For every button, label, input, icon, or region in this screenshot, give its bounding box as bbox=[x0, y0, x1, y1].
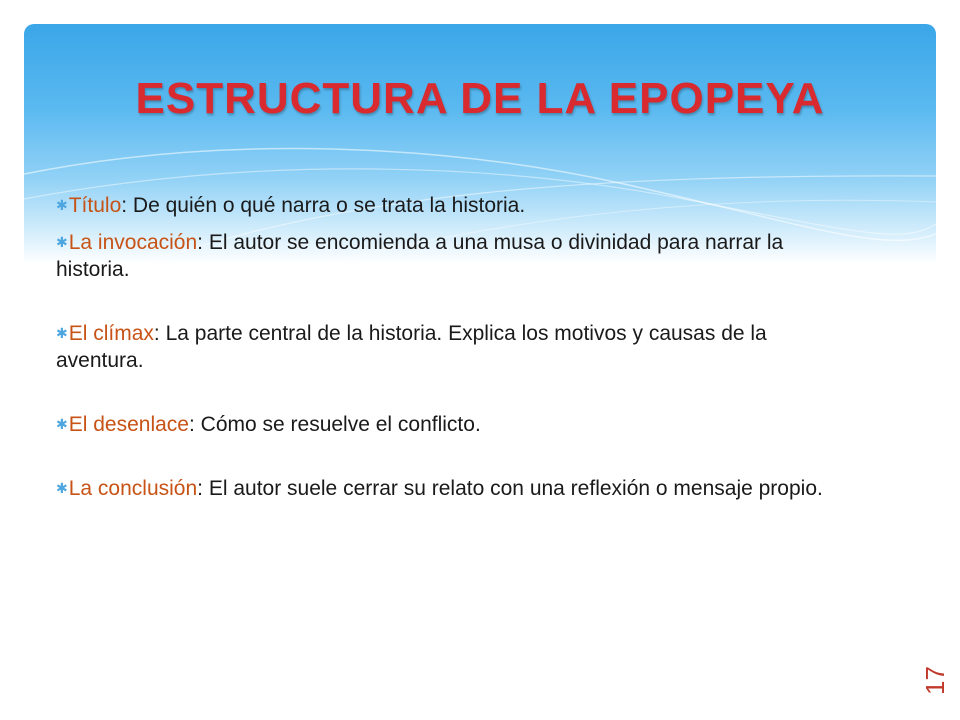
asterisk-bullet-icon: ✱ bbox=[56, 416, 68, 432]
list-item bbox=[56, 411, 856, 438]
asterisk-bullet-icon: ✱ bbox=[56, 234, 68, 250]
list-item bbox=[56, 475, 856, 502]
list-item bbox=[56, 192, 856, 219]
item-term: La invocación bbox=[68, 231, 198, 254]
item-text: : De quién o qué narra o se trata la historia. bbox=[121, 194, 526, 217]
item-term: El clímax bbox=[68, 322, 154, 345]
item-term: El desenlace bbox=[68, 413, 189, 436]
list-item bbox=[56, 320, 856, 374]
list-item bbox=[56, 229, 856, 283]
item-term: La conclusión bbox=[68, 477, 198, 500]
bullet-list bbox=[56, 192, 856, 502]
item-text: : La parte central de la historia. Explica los motivos y causas de la aventura. bbox=[56, 322, 767, 372]
asterisk-bullet-icon: ✱ bbox=[56, 197, 68, 213]
item-text: : El autor suele cerrar su relato con una reflexión o mensaje propio. bbox=[197, 477, 823, 500]
item-text: : El autor se encomienda a una musa o divinidad para narrar la historia. bbox=[56, 231, 784, 281]
item-term: Título bbox=[68, 194, 122, 217]
slide-title: ESTRUCTURA DE LA EPOPEYA bbox=[135, 74, 825, 123]
asterisk-bullet-icon: ✱ bbox=[56, 325, 68, 341]
page-number: 17 bbox=[920, 666, 950, 695]
item-text: : Cómo se resuelve el conflicto. bbox=[188, 413, 481, 436]
asterisk-bullet-icon: ✱ bbox=[56, 480, 68, 496]
